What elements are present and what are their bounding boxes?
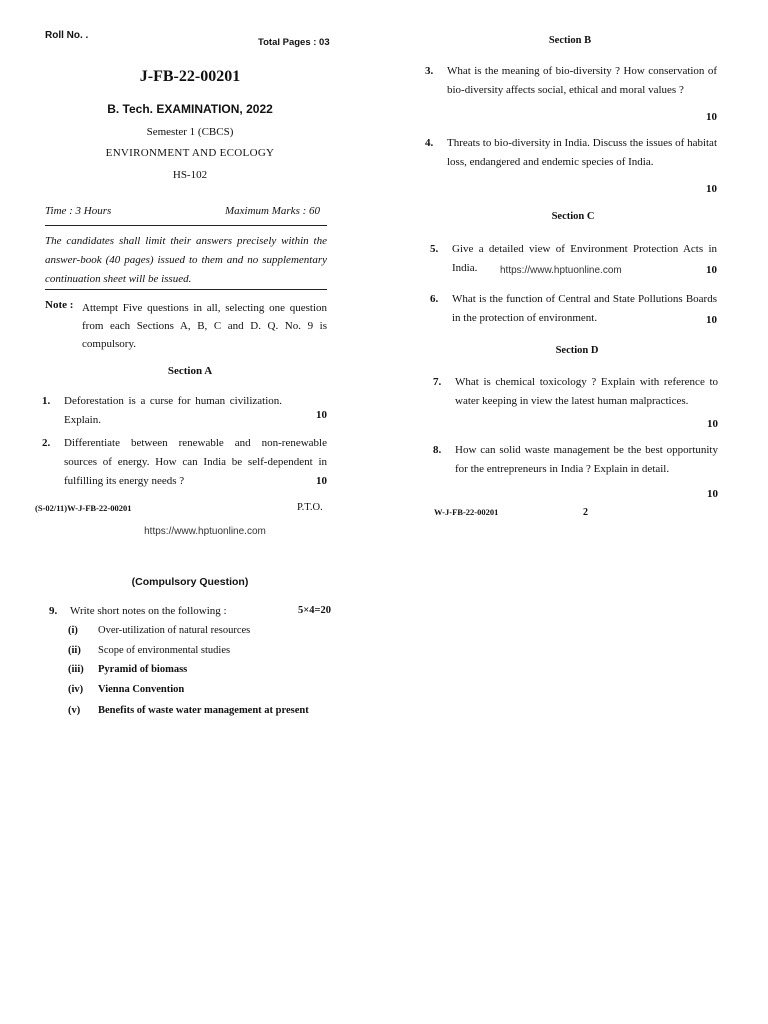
question-text: What is the meaning of bio-diversity ? How conservation of bio-diversity affects social, ethical and moral values ?	[447, 65, 717, 96]
question-9-marks: 5×4=20	[298, 605, 331, 616]
note-label: Note :	[45, 299, 74, 311]
compulsory-heading: (Compulsory Question)	[131, 576, 249, 588]
roman-numeral: (ii)	[68, 645, 81, 656]
question-number: 4.	[425, 137, 434, 149]
question-marks: 10	[707, 418, 718, 430]
question-marks: 10	[316, 475, 327, 487]
question-text: Give a detailed view of Environment Protection Acts in India.	[452, 243, 717, 274]
page-number: 2	[583, 507, 588, 518]
exam-title: B. Tech. EXAMINATION, 2022	[107, 102, 273, 116]
roman-numeral: (i)	[68, 625, 78, 636]
question-marks: 10	[706, 314, 717, 326]
instructions: The candidates shall limit their answers precisely within the answer-book (40 pages) issued to them and no supplementary continuation sheet will be issued.	[45, 235, 327, 285]
course-code: HS-102	[172, 169, 208, 181]
roman-numeral: (v)	[68, 705, 81, 716]
question-text: What is the function of Central and State Pollutions Boards in the protection of environment.	[452, 293, 717, 324]
question-6	[430, 290, 717, 330]
question-8	[433, 441, 718, 503]
question-number: 8.	[433, 444, 442, 456]
section-d-heading: Section D	[555, 345, 599, 356]
question-text: Differentiate between renewable and non-renewable sources of energy. How can India be self-dependent in fulfilling its energy needs ?	[64, 437, 327, 487]
page2-footer-code: W-J-FB-22-00201	[434, 507, 499, 517]
question-3	[425, 62, 717, 124]
question-marks: 10	[706, 183, 717, 195]
question-text: How can solid waste management be the best opportunity for the entrepreneurs in India ? Explain in detail.	[455, 444, 718, 475]
semester: Semester 1 (CBCS)	[146, 126, 234, 138]
page1-footer-code: (S-02/11)W-J-FB-22-00201	[35, 503, 132, 513]
question-text: What is chemical toxicology ? Explain with reference to water keeping in view the latest human malpractices.	[455, 376, 718, 407]
question-2	[42, 434, 327, 492]
section-c-heading: Section C	[551, 211, 595, 222]
question-9-text: Write short notes on the following :	[70, 605, 227, 617]
question-number: 2.	[42, 437, 51, 449]
watermark-url[interactable]: https://www.hptuonline.com	[144, 526, 266, 537]
sub-item-text: Vienna Convention	[98, 684, 185, 695]
question-9-number: 9.	[49, 605, 58, 617]
max-marks: Maximum Marks : 60	[225, 205, 321, 217]
question-marks: 10	[316, 409, 327, 421]
subject-title: ENVIRONMENT AND ECOLOGY	[105, 147, 275, 159]
question-number: 3.	[425, 65, 434, 77]
sub-item-text: Pyramid of biomass	[98, 664, 188, 675]
note-text: Attempt Five questions in all, selecting one question from each Sections A, B, C and D. Q. No. 9 is compulsory.	[82, 302, 327, 350]
sub-item-text: Over-utilization of natural resources	[98, 625, 251, 636]
question-marks: 10	[706, 264, 717, 276]
total-pages: Total Pages : 03	[258, 37, 330, 48]
sub-item-3	[68, 664, 348, 680]
question-5	[430, 240, 717, 280]
question-4	[425, 134, 717, 196]
question-number: 6.	[430, 293, 439, 305]
sub-item-text: Scope of environmental studies	[98, 645, 231, 656]
question-marks: 10	[707, 488, 718, 500]
sub-item-1	[68, 625, 348, 641]
roll-number-label: Roll No. .	[45, 30, 89, 41]
roman-numeral: (iii)	[68, 664, 84, 675]
question-1	[42, 392, 327, 432]
sub-item-5	[68, 705, 358, 721]
sub-item-text: Benefits of waste water management at present	[98, 705, 309, 716]
question-7	[433, 373, 718, 435]
question-marks: 10	[706, 111, 717, 123]
sub-item-2	[68, 645, 348, 661]
question-number: 5.	[430, 243, 439, 255]
question-number: 7.	[433, 376, 442, 388]
section-a-heading: Section A	[167, 365, 213, 377]
sub-item-4	[68, 684, 348, 700]
roman-numeral: (iv)	[68, 684, 84, 695]
question-text: Threats to bio-diversity in India. Discuss the issues of habitat loss, endangered and endemic species of India.	[447, 137, 717, 168]
divider-bottom	[45, 289, 327, 290]
question-5-url[interactable]: https://www.hptuonline.com	[500, 265, 622, 276]
paper-code: J-FB-22-00201	[139, 68, 241, 85]
question-number: 1.	[42, 395, 51, 407]
section-b-heading: Section B	[548, 35, 592, 46]
exam-time: Time : 3 Hours	[45, 205, 112, 217]
pto-label: P.T.O.	[297, 502, 323, 513]
question-text: Deforestation is a curse for human civilization. Explain.	[64, 395, 282, 426]
divider-top	[45, 225, 327, 226]
